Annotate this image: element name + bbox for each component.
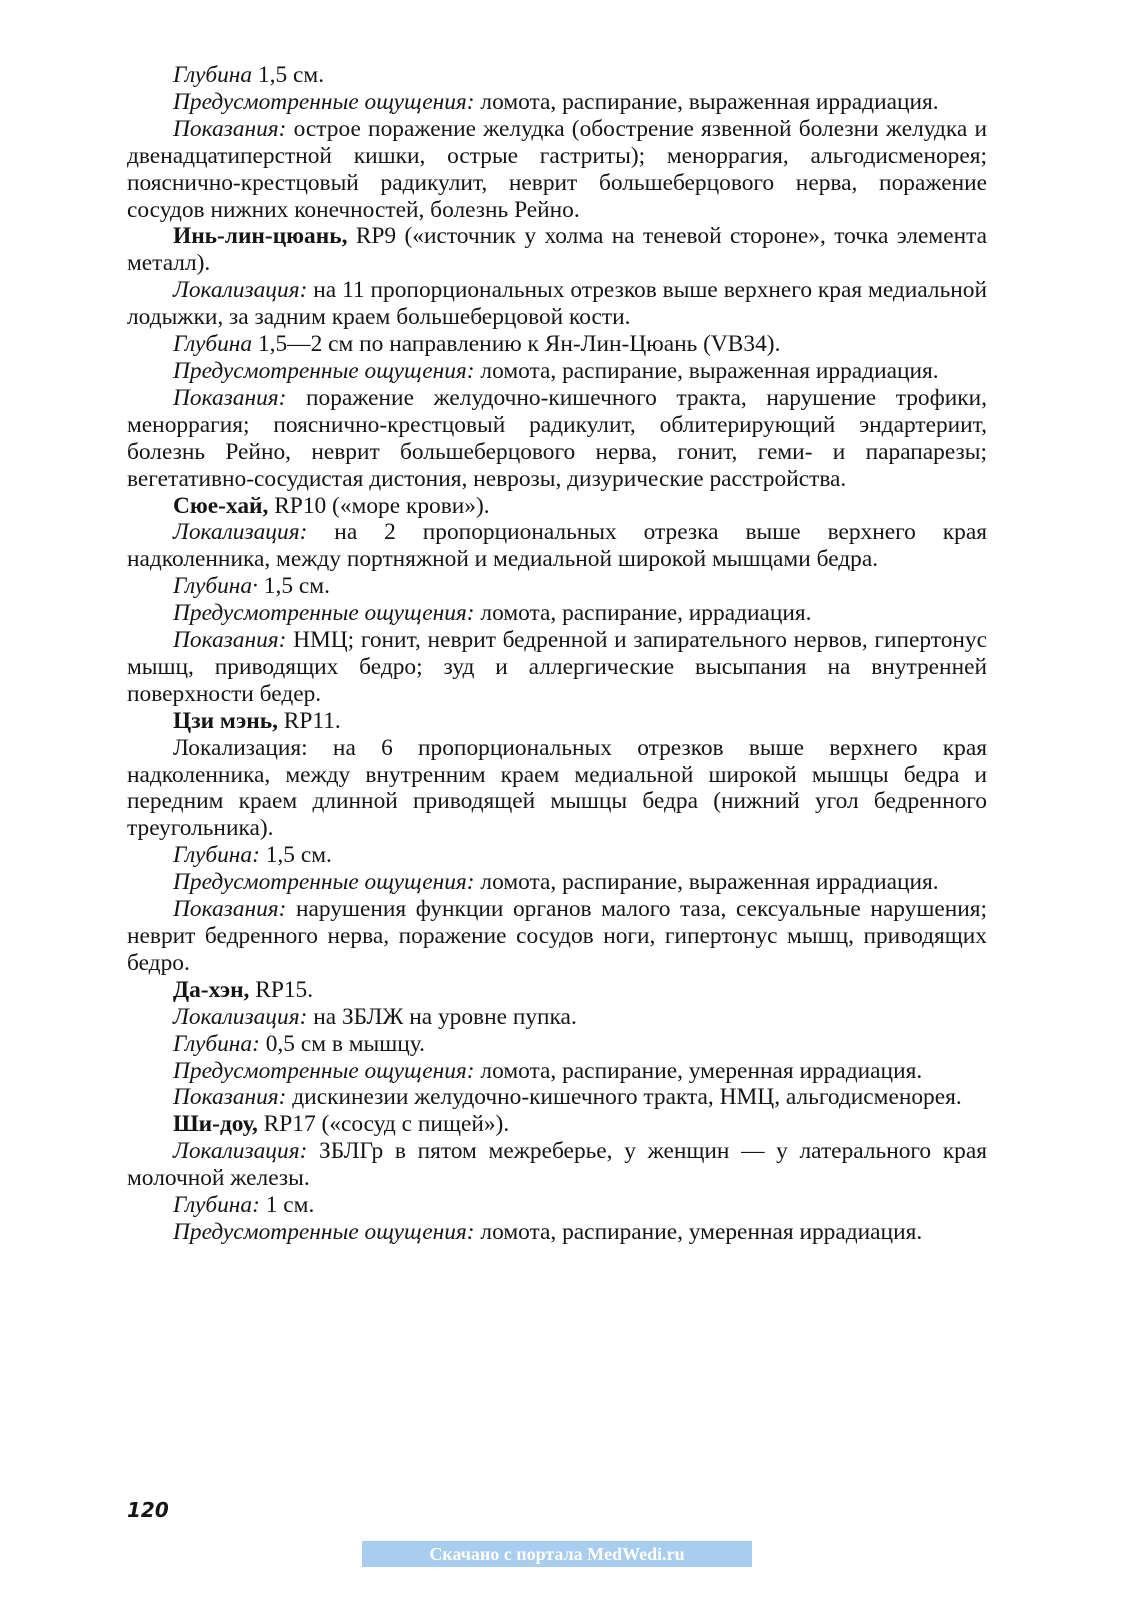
point-heading — [127, 977, 987, 1004]
paragraph-text: Локализация: на 6 пропорциональных отрезков выше верхнего края надколенника, между внутренним краем медиальной широкой мышцы бедра и передним краем длинной приводящей мышцы бедра (нижний угол бедренного треугольника). — [127, 734, 987, 842]
paragraph-text: ломота, распирание, иррадиация. — [474, 600, 812, 627]
point-heading — [127, 223, 987, 277]
field-label: Глубина — [173, 331, 253, 358]
paragraph-text: на 2 пропорциональных отрезка выше верхнего края надколенника, между портняжной и медиальной широкой мышцами бедра. — [127, 519, 987, 573]
point-name: Ши-доу, — [173, 1111, 258, 1138]
point-heading — [127, 1111, 987, 1138]
paragraph-text: 1,5 см. — [259, 842, 332, 869]
paragraph-text: ломота, распирание, умеренная иррадиация. — [474, 1218, 923, 1245]
paragraph-text: RP10 («море крови»). — [268, 492, 490, 519]
field-label: Показания: — [173, 115, 287, 142]
field-label: Локализация: — [173, 1138, 308, 1165]
paragraph-text: ЗБЛГр в пятом межреберье, у женщин — у латерального края молочной железы. — [127, 1138, 987, 1192]
watermark-banner: Скачано с портала MedWedi.ru — [362, 1541, 752, 1567]
body-text — [127, 62, 987, 1246]
paragraph-text: ломота, распирание, выраженная иррадиация. — [474, 357, 939, 384]
point-heading — [127, 493, 987, 520]
paragraph — [127, 842, 987, 869]
paragraph — [127, 627, 987, 708]
field-label: Предусмотренные ощущения: — [173, 1218, 475, 1245]
paragraph — [127, 1004, 987, 1031]
paragraph — [127, 1219, 987, 1246]
paragraph-text: на ЗБЛЖ на уровне пупка. — [307, 1003, 577, 1030]
paragraph — [127, 385, 987, 493]
paragraph — [127, 277, 987, 331]
paragraph — [127, 358, 987, 385]
field-label: Глубина — [173, 62, 253, 88]
point-name: Инь-лин-цюань, — [173, 223, 348, 250]
field-label: Предусмотренные ощущения: — [173, 88, 475, 115]
field-label: Локализация: — [173, 1003, 308, 1030]
paragraph-text: ломота, распирание, выраженная иррадиация. — [474, 88, 939, 115]
field-label: Предусмотренные ощущения: — [173, 869, 475, 896]
field-label: Локализация: — [173, 519, 308, 546]
page-number: 120 — [127, 1498, 169, 1522]
paragraph — [127, 1058, 987, 1085]
paragraph-text: RP15. — [249, 976, 314, 1003]
field-label: Локализация: — [173, 277, 308, 304]
point-name: Да-хэн, — [173, 976, 250, 1003]
paragraph-text: RP11. — [277, 707, 341, 734]
paragraph — [127, 1138, 987, 1192]
point-heading — [127, 708, 987, 735]
field-label: Предусмотренные ощущения: — [173, 357, 475, 384]
field-label: Глубина: — [173, 1192, 260, 1219]
paragraph-text: острое поражение желудка (обострение язвенной болезни желудка и двенадцатиперстной кишки, острые гастриты); меноррагия, альгодисменорея; пояснично-крестцовый радикулит, неврит большеберцового нерва, поражение сосудов нижних конечностей, болезнь Рейно. — [127, 115, 987, 223]
paragraph — [127, 896, 987, 977]
paragraph — [127, 331, 987, 358]
paragraph — [127, 735, 987, 843]
paragraph-text: 1,5 см. — [252, 62, 325, 88]
field-label: Предусмотренные ощущения: — [173, 1057, 475, 1084]
paragraph — [127, 869, 987, 896]
paragraph-text: RP17 («сосуд с пищей»). — [257, 1111, 510, 1138]
paragraph-text: 1,5 см. — [257, 573, 330, 600]
paragraph-text: НМЦ; гонит, неврит бедренной и запирательного нервов, гипертонус мышц, приводящих бедро; зуд и аллергические высыпания на внутренней поверхности бедер. — [127, 627, 987, 707]
paragraph-text: RP9 («источник у холма на теневой стороне», точка элемента металл). — [127, 223, 987, 277]
point-name: Сюе-хай, — [173, 492, 269, 519]
paragraph — [127, 1084, 987, 1111]
field-label: Глубина· — [173, 573, 258, 600]
paragraph — [127, 519, 987, 573]
field-label: Предусмотренные ощущения: — [173, 600, 475, 627]
paragraph-text: ломота, распирание, умеренная иррадиация. — [474, 1057, 923, 1084]
field-label: Показания: — [173, 896, 287, 923]
field-label: Показания: — [173, 627, 287, 654]
paragraph — [127, 116, 987, 224]
paragraph-text: на 11 пропорциональных отрезков выше верхнего края медиальной лодыжки, за задним краем большеберцовой кости. — [127, 277, 987, 331]
paragraph-text: дискинезии желудочно-кишечного тракта, НМЦ, альгодисменорея. — [286, 1084, 962, 1111]
paragraph — [127, 1031, 987, 1058]
paragraph-text: 0,5 см в мышцу. — [259, 1030, 425, 1057]
paragraph — [127, 573, 987, 600]
field-label: Глубина: — [173, 842, 260, 869]
paragraph — [127, 600, 987, 627]
point-name: Цзи мэнь, — [173, 707, 278, 734]
paragraph-text: 1,5—2 см по направлению к Ян-Лин-Цюань (VB34). — [252, 331, 781, 358]
paragraph-text: нарушения функции органов малого таза, сексуальные нарушения; неврит бедренного нерва, поражение сосудов ноги, гипертонус мышц, приводящих бедро. — [127, 896, 987, 976]
paragraph — [127, 89, 987, 116]
paragraph — [127, 1192, 987, 1219]
paragraph — [127, 62, 987, 89]
paragraph-text: ломота, распирание, выраженная иррадиация. — [474, 869, 939, 896]
field-label: Глубина: — [173, 1030, 260, 1057]
paragraph-text: 1 см. — [259, 1192, 315, 1219]
field-label: Показания: — [173, 384, 287, 411]
field-label: Показания: — [173, 1084, 287, 1111]
paragraph-text: поражение желудочно-кишечного тракта, нарушение трофики, меноррагия; пояснично-крестцовый радикулит, облитерирующий эндартериит, болезнь Рейно, неврит большеберцового нерва, гонит, геми- и парапарезы; вегетативно-сосудистая дистония, неврозы, дизурические расстройства. — [127, 384, 987, 492]
